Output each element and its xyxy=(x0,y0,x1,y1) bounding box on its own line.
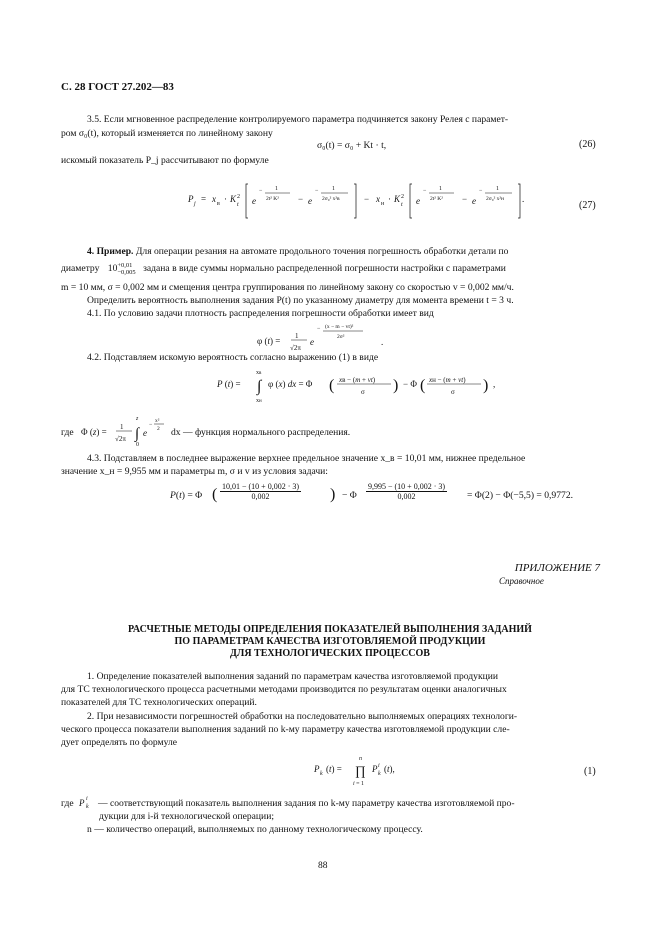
svg-text:·: · xyxy=(224,194,227,204)
svg-text:): ) xyxy=(393,377,399,394)
section-4-3-line1: 4.3. Подставляем в последнее выражение верхнее предельное значение x_в = 10,01 мм, нижнее предельное xyxy=(87,453,526,464)
svg-text:1: 1 xyxy=(295,332,299,340)
svg-text:∏: ∏ xyxy=(355,763,366,778)
section-3-5-line1: 3.5. Если мгновенное распределение контролируемого параметра подчиняется закону Релея с парамет- xyxy=(87,114,509,125)
svg-text:e: e xyxy=(310,337,314,347)
where-suffix: dx — функция нормального распределения. xyxy=(171,427,351,438)
example-tolerance xyxy=(117,262,135,276)
formula-product-graphic xyxy=(312,752,422,792)
section-4-3-line2: значение x_н = 9,955 мм и параметры m, σ и v из условия задачи: xyxy=(61,466,328,477)
svg-text:z: z xyxy=(136,416,139,422)
formula-laplace-graphic xyxy=(79,412,179,446)
svg-text:2σ₀² x²н: 2σ₀² x²н xyxy=(486,196,504,202)
svg-text:t: t xyxy=(401,202,403,208)
svg-text:н: н xyxy=(381,201,385,207)
tolerance-upper: +0,01 xyxy=(117,262,133,269)
svg-text:e: e xyxy=(416,196,420,206)
example-diameter-word: диаметру xyxy=(61,263,100,275)
svg-text:−: − xyxy=(364,194,370,204)
formula-probability-graphic xyxy=(215,366,515,406)
svg-text:0: 0 xyxy=(136,442,139,446)
where1-text: — соответствующий показатель выполнения задания по k-му параметру качества изготовляемой про- xyxy=(98,798,515,809)
svg-text:(t),: (t), xyxy=(384,764,395,774)
svg-text:2σ²: 2σ² xyxy=(337,334,345,340)
appendix-p1-line2: для ТС технологического процесса расчетными методами производится по результатам оценки аналогичных xyxy=(61,684,507,695)
svg-text:1: 1 xyxy=(332,186,335,192)
svg-text:σ: σ xyxy=(361,388,365,396)
svg-text:Φ (z) =: Φ (z) = xyxy=(81,427,107,437)
svg-text:k: k xyxy=(378,771,381,777)
example-line3: m = 10 мм, σ = 0,002 мм и смещения центра группирования по линейному закону со скоростью v = 0,002 мм/ч. xyxy=(61,282,514,293)
example-line2 xyxy=(61,262,601,276)
equation-number-26: (26) xyxy=(579,139,596,150)
svg-text:,: , xyxy=(493,379,496,389)
where1-text-cont: дукции для i-й технологической операции; xyxy=(99,811,274,822)
formula-laplace xyxy=(61,412,181,446)
svg-text:xв: xв xyxy=(256,370,262,376)
svg-text:P: P xyxy=(372,764,378,774)
page-header: С. 28 ГОСТ 27.202—83 xyxy=(61,81,174,93)
svg-text:в: в xyxy=(217,201,220,207)
svg-text:− Φ: − Φ xyxy=(403,379,417,389)
final-fraction-1 xyxy=(220,482,301,501)
svg-text:·: · xyxy=(388,194,391,204)
example-label: 4. Пример. xyxy=(87,246,134,257)
svg-text:−: − xyxy=(298,194,304,204)
svg-text:−: − xyxy=(315,188,319,194)
appendix-p2-line3: дует определять по формуле xyxy=(61,737,178,748)
svg-text:−: − xyxy=(149,422,153,428)
svg-text:.: . xyxy=(381,337,384,347)
svg-text:P: P xyxy=(314,764,320,774)
svg-text:(: ( xyxy=(329,377,335,394)
svg-text:1: 1 xyxy=(496,186,499,192)
formula-final: P(t) = Φ ( $\frac{10,01 - (10 + 0,002 \cdot 3)}{0,002}$ ) − Φ $\frac{9,995 - (10 + 0,002 \cdot 3)}{0,002}$ = Φ(2) − Φ(−5,5) = 0,9772. xyxy=(170,482,574,503)
svg-text:xн: xн xyxy=(256,398,262,404)
equation-number-27: (27) xyxy=(579,200,596,211)
svg-text:P (t) =: P (t) = xyxy=(217,379,241,389)
svg-text:): ) xyxy=(483,377,489,394)
svg-text:∫: ∫ xyxy=(257,378,262,395)
svg-text:i: i xyxy=(378,763,380,769)
svg-text:2: 2 xyxy=(401,194,404,200)
page-number: 88 xyxy=(318,861,328,871)
svg-text:e: e xyxy=(252,196,256,206)
svg-text:(x − m − vt)²: (x − m − vt)² xyxy=(325,324,354,330)
svg-text:x: x xyxy=(376,194,380,204)
formula-26: σ₀(t) = σ₀ + Kt · t, xyxy=(317,140,387,151)
example-line1 xyxy=(87,245,600,258)
svg-text:√2π: √2π xyxy=(115,435,126,443)
svg-text:k: k xyxy=(86,804,89,810)
svg-text:φ (t) =: φ (t) = xyxy=(257,336,281,346)
svg-text:1: 1 xyxy=(439,186,442,192)
section-3-5-line3: искомый показатель P_j рассчитывают по формуле xyxy=(61,155,269,166)
svg-text:xн − (m + vt): xн − (m + vt) xyxy=(429,376,466,384)
pk-symbol xyxy=(78,790,94,810)
formula-product xyxy=(312,752,422,792)
svg-text:1: 1 xyxy=(120,423,124,431)
svg-text:2t² K²: 2t² K² xyxy=(266,196,279,202)
tolerance-lower: −0,005 xyxy=(117,269,136,276)
svg-text:−: − xyxy=(259,188,263,194)
svg-text:2σ₀² x²в: 2σ₀² x²в xyxy=(322,196,340,202)
svg-text:(: ( xyxy=(420,377,426,394)
svg-text:j: j xyxy=(194,201,196,207)
svg-text:2: 2 xyxy=(157,426,160,432)
svg-text:P: P xyxy=(188,194,194,204)
svg-text:k: k xyxy=(320,771,323,777)
final-fraction-2 xyxy=(366,482,447,501)
section-4-1: 4.1. По условию задачи плотность распределения погрешности обработки имеет вид xyxy=(87,308,434,319)
appendix-p2-line2: ческого процесса показатели выполнения заданий по k-му параметру качества изготовляемой продукции сле- xyxy=(61,724,510,735)
final-num1: 10,01 − (10 + 0,002 · 3) xyxy=(222,482,300,491)
svg-text:−: − xyxy=(423,188,427,194)
svg-text:−: − xyxy=(479,188,483,194)
example-text1: Для операции резания на автомате продольного точения погрешность обработки детали по xyxy=(135,246,509,257)
svg-text:i = 1: i = 1 xyxy=(353,781,365,787)
svg-text:K: K xyxy=(394,194,401,204)
svg-text:=: = xyxy=(201,194,207,204)
example-text2b: задана в виде суммы нормально распределенной погрешности настройки с параметрами xyxy=(143,263,506,275)
appendix-title-line2: ПО ПАРАМЕТРАМ КАЧЕСТВА ИЗГОТОВЛЯЕМОЙ ПРОДУКЦИИ xyxy=(174,636,486,647)
appendix-p1-line1: 1. Определение показателей выполнения заданий по параметрам качества изготовляемой продукции xyxy=(87,671,499,682)
appendix-title-line3: ДЛЯ ТЕХНОЛОГИЧЕСКИХ ПРОЦЕССОВ xyxy=(230,648,430,659)
svg-text:t: t xyxy=(237,202,239,208)
svg-text:φ (x) dx = Φ: φ (x) dx = Φ xyxy=(268,379,313,389)
svg-text:1: 1 xyxy=(275,186,278,192)
final-result: = Φ(2) − Φ(−5,5) = 0,9772. xyxy=(467,490,574,501)
formula-probability xyxy=(215,366,515,406)
formula-27 xyxy=(184,172,574,224)
where2-text: n — количество операций, выполняемых по данному технологическому процессу. xyxy=(87,824,423,835)
example-line4: Определить вероятность выполнения задания P(t) по указанному диаметру для момента времени t = 3 ч. xyxy=(87,295,514,306)
appendix-p2-line1: 2. При независимости погрешностей обработки на последовательно выполняемых операциях технологи- xyxy=(87,711,518,722)
svg-text:K: K xyxy=(230,194,237,204)
svg-text:e: e xyxy=(143,428,147,438)
appendix-label: ПРИЛОЖЕНИЕ 7 xyxy=(514,562,600,574)
appendix-sublabel: Справочное xyxy=(499,576,544,586)
final-num2: 9,995 − (10 + 0,002 · 3) xyxy=(368,482,446,491)
section-4-2: 4.2. Подставляем искомую вероятность согласно выражению (1) в виде xyxy=(87,352,379,363)
svg-text:e: e xyxy=(308,196,312,206)
where1-prefix: где xyxy=(61,798,74,809)
svg-text:2: 2 xyxy=(237,194,240,200)
svg-text:√2π: √2π xyxy=(290,344,301,352)
where-prefix: где xyxy=(61,427,74,438)
final-den1: 0,002 xyxy=(251,492,270,501)
formula-27-graphic xyxy=(184,172,574,224)
svg-text:.: . xyxy=(522,194,525,204)
svg-text:P: P xyxy=(79,798,85,808)
svg-text:(t) =: (t) = xyxy=(326,764,342,774)
appendix-p1-line3: показателей для ТС технологических операций. xyxy=(61,697,257,708)
svg-text:x: x xyxy=(212,194,216,204)
svg-text:−: − xyxy=(462,194,468,204)
final-den2: 0,002 xyxy=(397,492,416,501)
svg-text:∫: ∫ xyxy=(135,426,140,442)
svg-text:x²: x² xyxy=(155,418,160,424)
example-dimension: 10 xyxy=(107,263,118,275)
svg-text:xв − (m + vt): xв − (m + vt) xyxy=(339,376,376,384)
svg-text:i: i xyxy=(86,796,88,802)
section-3-5-line2: ром σ₀(t), который изменяется по линейному закону xyxy=(61,128,273,139)
equation-number-1: (1) xyxy=(584,766,596,777)
svg-text:σ: σ xyxy=(451,388,455,396)
svg-text:2t² K²: 2t² K² xyxy=(430,196,443,202)
svg-text:e: e xyxy=(472,196,476,206)
svg-text:n: n xyxy=(359,756,362,762)
svg-text:−: − xyxy=(317,326,321,332)
appendix-title-line1: РАСЧЕТНЫЕ МЕТОДЫ ОПРЕДЕЛЕНИЯ ПОКАЗАТЕЛЕЙ ВЫПОЛНЕНИЯ ЗАДАНИЙ xyxy=(128,624,532,635)
